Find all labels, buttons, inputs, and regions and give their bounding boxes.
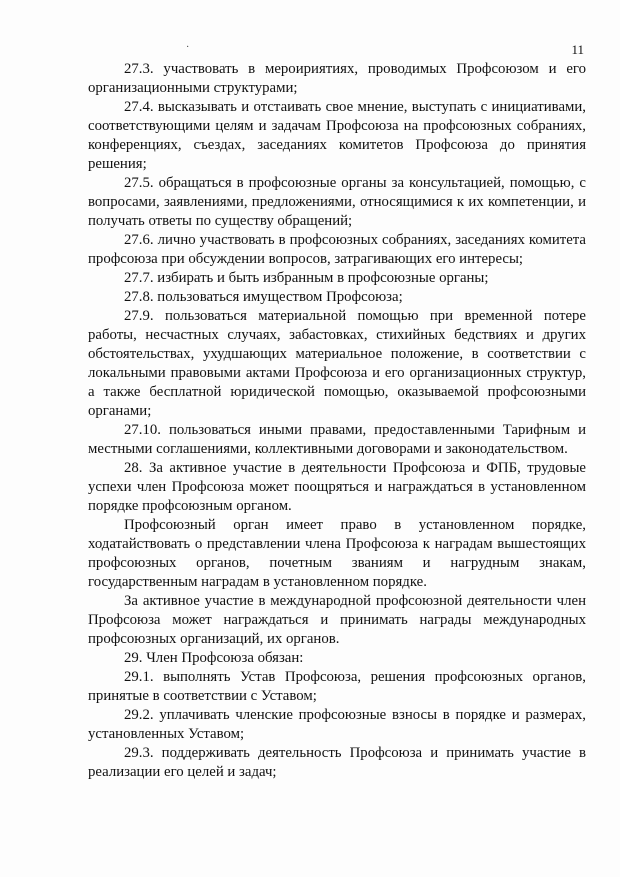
paragraph-27-10: 27.10. пользоваться иными правами, предоставленными Тарифным и местными соглашениями, коллективными договорами и законодательством. <box>88 422 586 457</box>
paragraph-29-3: 29.3. поддерживать деятельность Профсоюза и принимать участие в реализации его целей и задач; <box>88 745 586 780</box>
paragraph-27-7: 27.7. избирать и быть избранным в профсоюзные органы; <box>124 270 489 286</box>
paragraph-29-2: 29.2. уплачивать членские профсоюзные взносы в порядке и размерах, установленных Уставом; <box>88 707 586 742</box>
paragraph-29: 29. Член Профсоюза обязан: <box>124 650 304 666</box>
page-number: 11 <box>571 42 584 57</box>
paragraph-29-1: 29.1. выполнять Устав Профсоюза, решения профсоюзных органов, принятые в соответствии с Уставом; <box>88 669 586 704</box>
paragraph-27-5: 27.5. обращаться в профсоюзные органы за консультацией, помощью, с вопросами, заявлениями, предложениями, относящимися к их компетенции, и получать ответы по существу обращений; <box>88 175 586 229</box>
paragraph-27-3: 27.3. участвовать в мероириятиях, проводимых Профсоюзом и его организационными структурами; <box>88 61 586 96</box>
scan-speck: · <box>186 42 190 53</box>
paragraph-27-6: 27.6. лично участвовать в профсоюзных собраниях, заседаниях комитета профсоюза при обсуждении вопросов, затрагивающих его интересы; <box>88 232 586 267</box>
paragraph-28: 28. За активное участие в деятельности Профсоюза и ФПБ, трудовые успехи член Профсоюза может поощряться и награждаться в установленном порядке профсоюзным органом. <box>88 460 586 514</box>
paragraph-28-international: За активное участие в международной профсоюзной деятельности член Профсоюза может награждаться и принимать награды международных профсоюзных организаций, их органов. <box>88 593 586 647</box>
paragraph-28-awards: Профсоюзный орган имеет право в установленном порядке, ходатайствовать о представлении члена Профсоюза к наградам вышестоящих профсоюзных органов, почетным званиям и нагрудным знакам, государственным наградам в установленном порядке. <box>88 517 586 590</box>
paragraph-27-4: 27.4. высказывать и отстаивать свое мнение, выступать с инициативами, соответствующими целям и задачам Профсоюза на профсоюзных собраниях, конференциях, съездах, заседаниях комитетов Профсоюза до принятия решения; <box>88 99 586 172</box>
page-content <box>88 60 586 782</box>
paragraph-27-8: 27.8. пользоваться имуществом Профсоюза; <box>124 289 403 305</box>
paragraph-27-9: 27.9. пользоваться материальной помощью при временной потере работы, несчастных случаях, забастовках, стихийных бедствиях и других обстоятельствах, ухудшающих материальное положение, в соответствии с локальными правовыми актами Профсоюза и его организационных структур, а также бесплатной юридической помощью, оказываемой профсоюзными органами; <box>88 308 586 419</box>
